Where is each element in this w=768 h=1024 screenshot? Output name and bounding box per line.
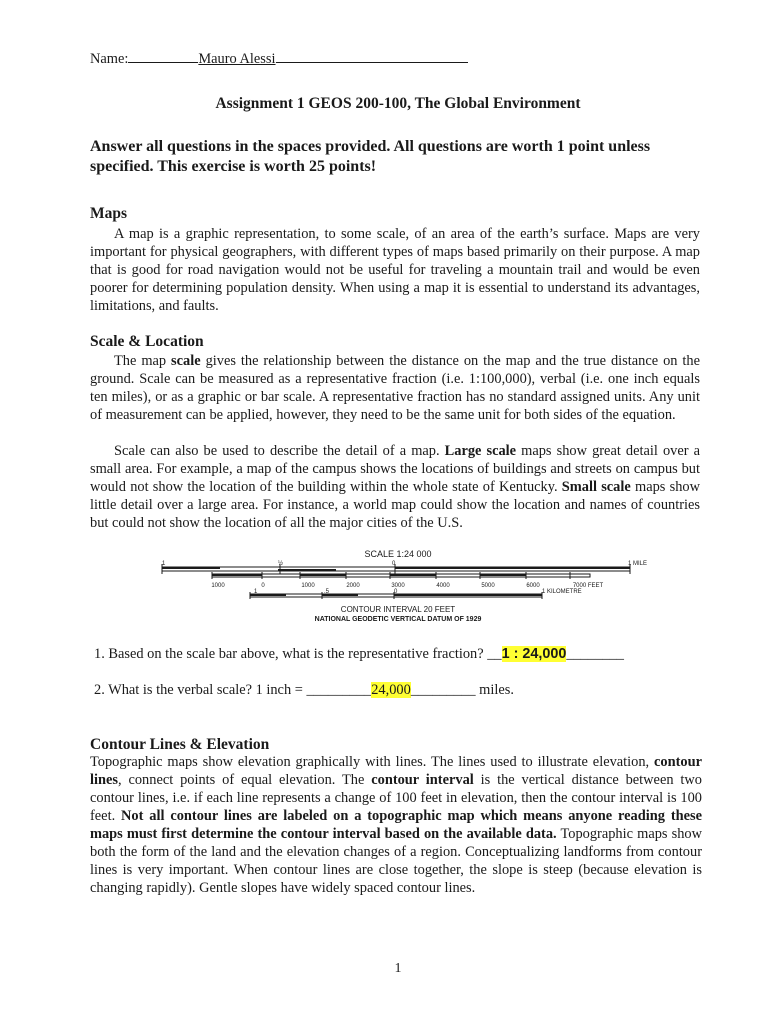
km-label-half: .5 — [324, 589, 330, 595]
feet-label-2000: 2000 — [346, 583, 360, 589]
scale-paragraph-1 — [90, 352, 700, 424]
feet-label-5000: 5000 — [481, 583, 495, 589]
question-1-blank-pre: __ — [487, 646, 502, 662]
question-1-text: Based on the scale bar above, what is the representative fraction? — [108, 646, 488, 662]
mile-bar — [162, 564, 630, 574]
mile-label-0: 0 — [392, 561, 396, 567]
question-1-number: 1. — [94, 646, 105, 662]
contour-paragraph — [90, 753, 702, 897]
datum-label: NATIONAL GEODETIC VERTICAL DATUM OF 1929 — [314, 616, 482, 623]
mile-label-end: 1 MILE — [628, 561, 648, 567]
scale-paragraph-2 — [90, 442, 700, 532]
name-blank-left — [128, 48, 198, 63]
contour-t2: , connect points of equal elevation. The — [118, 772, 372, 788]
scale-p1-bold: scale — [171, 353, 201, 369]
feet-bar — [212, 572, 590, 579]
assignment-title: Assignment 1 GEOS 200-100, The Global Environment — [215, 95, 581, 112]
question-1 — [94, 645, 624, 663]
feet-label-1000: 1000 — [301, 583, 315, 589]
question-1-blank-post: ________ — [566, 646, 624, 662]
contour-t3: is the vertical distance between two contour lines, i.e. if each line represents a change of 100 feet in elevation, then the contour interval is 100 feet. — [90, 772, 702, 824]
contour-heading: Contour Lines & Elevation — [90, 736, 270, 753]
feet-label-6000: 6000 — [526, 583, 540, 589]
question-2-number: 2. — [94, 682, 105, 698]
feet-label-3000: 3000 — [391, 583, 405, 589]
question-2 — [94, 681, 514, 699]
maps-paragraph: A map is a graphic representation, to some scale, of an area of the earth’s surface. Maps are very important for physical geographers, with different types of maps based primarily on their purpose. A map that is good for road navigation would not be useful for traveling a mountain trail and would be even poorer for determining population density. When using a map it is essential to understand its advantages, limitations, and faults. — [90, 226, 700, 314]
contour-t4: Topographic maps show both the form of the land and the elevation changes of a region. Conceptualizing landforms from contour lines is very important. When contour lines are close together, the slope is steep (because elevation is changing rapidly). Gentle slopes have widely spaced contour lines. — [90, 826, 702, 896]
scale-p1-a: The map — [114, 353, 172, 369]
km-label-1: 1 — [254, 589, 258, 595]
contour-interval-label: CONTOUR INTERVAL 20 FEET — [340, 605, 456, 614]
name-value: Mauro Alessi — [198, 51, 276, 67]
maps-heading: Maps — [90, 205, 128, 222]
feet-label-1000-left: 1000 — [211, 583, 225, 589]
question-2-answer[interactable]: 24,000 — [371, 682, 411, 698]
question-2-text: What is the verbal scale? 1 inch = — [108, 682, 307, 698]
name-line — [90, 48, 468, 68]
km-label-0: 0 — [394, 589, 398, 595]
feet-label-7000: 7000 FEET — [572, 583, 604, 589]
question-2-suffix: miles. — [475, 682, 514, 698]
question-2-blank-post: _________ — [410, 682, 476, 698]
contour-t1: Topographic maps show elevation graphically with lines. The lines used to illustrate elevation, — [90, 754, 655, 770]
contour-b2: contour interval — [371, 772, 474, 788]
question-1-answer[interactable]: 1 : 24,000 — [501, 646, 567, 662]
mile-label-half: ½ — [278, 561, 284, 567]
scale-p2-small: Small scale — [561, 479, 631, 495]
scale-p2-a: Scale can also be used to describe the detail of a map. — [114, 443, 445, 459]
page-number: 1 — [394, 961, 402, 976]
question-2-blank-pre: _________ — [306, 682, 372, 698]
contour-b3: Not all contour lines are labeled on a topographic map which means anyone reading these maps must first determine the contour interval based on the available data. — [90, 808, 702, 842]
contour-b1: contour lines — [90, 754, 702, 788]
scale-p2-large: Large scale — [444, 443, 517, 459]
scale-bar-title: SCALE 1:24 000 — [364, 549, 432, 559]
scale-heading: Scale & Location — [90, 333, 204, 350]
instructions: Answer all questions in the spaces provided. All questions are worth 1 point unless specified. This exercise is worth 25 points! — [90, 138, 651, 175]
scale-bar-figure — [150, 544, 670, 628]
km-label-end: 1 KILOMETRE — [542, 589, 582, 595]
scale-p2-c: maps show great detail over a small area. For example, a map of the campus shows the locations of buildings and streets on campus but would not show the location of the building within the whole state of Kentucky. — [90, 443, 700, 495]
scale-p1-c: gives the relationship between the distance on the map and the true distance on the ground. Scale can be measured as a representative fraction (i.e. 1:100,000), verbal (i.e. one inch equals ten miles), or as a graphic or bar scale. A representative fraction has no standard assigned units. Any unit of measurement can be applied, however, they need to be the same unit for both sides of the equation. — [90, 353, 700, 423]
mile-label-1: 1 — [162, 561, 166, 567]
name-label: Name: — [90, 51, 129, 67]
feet-label-4000: 4000 — [436, 583, 450, 589]
feet-label-0: 0 — [261, 583, 265, 589]
scale-p2-e: maps show little detail over a large area. For instance, a world map could show the location and names of countries but could not show the location of all the major cities of the U.S. — [90, 479, 700, 531]
name-blank-right — [276, 48, 468, 63]
